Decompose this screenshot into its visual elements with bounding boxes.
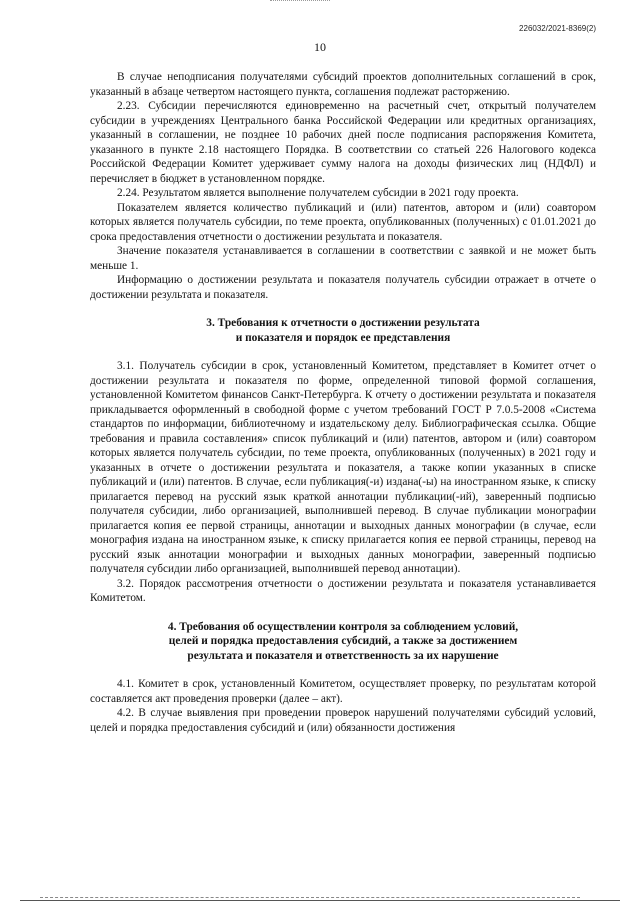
paragraph: Информацию о достижении результата и показателя получатель субсидии отражает в отчете о достижении результата и показателя. — [90, 274, 596, 301]
heading-line: 3. Требования к отчетности о достижении результата — [206, 317, 480, 329]
paragraph-3-2: 3.2. Порядок рассмотрения отчетности о достижении результата и показателя устанавливается Комитетом. — [90, 577, 596, 604]
scan-bottom-edge — [20, 900, 620, 901]
paragraph-2-24: 2.24. Результатом является выполнение получателем субсидии в 2021 году проекта. — [117, 187, 519, 199]
heading-line: результата и показателя и ответственность за их нарушение — [187, 649, 499, 662]
paragraph-4-1: 4.1. Комитет в срок, установленный Комитетом, осуществляет проверку, по результатам которой составляется акт проведения проверки (далее – акт). — [90, 678, 596, 705]
paragraph: Показателем является количество публикаций и (или) патентов, автором и (или) соавтором которых является получатель субсидии, по теме проекта, опубликованных (полученных) с 01.01.2021 до срока предоставления отчетности о достижении результата и показателя. — [90, 201, 596, 243]
heading-line: и показателя и порядок ее представления — [235, 331, 451, 344]
page-number: 10 — [314, 40, 326, 54]
section-4-heading — [90, 620, 596, 664]
paragraph: Значение показателя устанавливается в соглашении в соответствии с заявкой и не может быть меньше 1. — [90, 245, 596, 272]
section-3-heading — [90, 316, 596, 345]
document-body — [90, 70, 596, 735]
scan-bottom-dashes — [40, 897, 580, 898]
paragraph-2-23: 2.23. Субсидии перечисляются единовременно на расчетный счет, открытый получателем субсидии в учреждениях Центрального банка Российской Федерации или кредитных организациях, указанный в соглашении, не позднее 10 рабочих дней после подписания распоряжения Комитета, указанного в пункте 2.18 настоящего Порядка. В соответствии со статьей 226 Налогового кодекса Российской Федерации Комитет удерживает сумму налога на доходы физических лиц (НДФЛ) и перечисляет в бюджет в установленном порядке. — [90, 100, 596, 185]
paragraph-4-2: 4.2. В случае выявления при проведении проверок нарушений получателями субсидий условий, целей и порядка предоставления субсидий и (или) обязанности достижения — [90, 707, 596, 734]
document-id: 226032/2021-8369(2) — [519, 24, 596, 33]
heading-line: целей и порядка предоставления субсидий, а также за достижением — [168, 635, 518, 647]
paragraph: В случае неподписания получателями субсидий проектов дополнительных соглашений в срок, указанный в абзаце четвертом настоящего пункта, соглашения подлежат расторжению. — [90, 71, 596, 98]
paragraph-3-1: 3.1. Получатель субсидии в срок, установленный Комитетом, представляет в Комитет отчет о достижении результата и показателя по форме, определенной типовой формой соглашения, установленной Комитетом финансов Санкт-Петербурга. К отчету о достижении результата и показателя прикладывается оформленный в свободной форме с учетом требований ГОСТ Р 7.0.5-2008 «Система стандартов по информации, библиотечному и издательскому делу. Библиографическая ссылка. Общие требования и правила составления» список публикаций и (или) патентов, автором и (или) соавтором которых является получатель субсидии, по теме проекта, опубликованных (полученных) в 2021 году и указанных в отчете о достижении результата и показателя, а также копии указанных в списке публикаций и (или) патентов. В случае, если публикация(-и) издана(-ы) на иностранном языке, к списку прилагается перевод на русский язык краткой аннотации публикации(-ий), заверенный подписью получателя субсидии, либо организацией, выполнившей перевод. В случае публикации монографии прилагается копия ее первой страницы, аннотации и выходных данных монографии (в случае, если монография издана на иностранном языке, к списку прилагается копия ее первой страницы, перевод на русский язык аннотации монографии и выходных данных монографии, заверенный подписью получателя субсидии либо организацией, выполнившей перевод аннотации). — [90, 360, 596, 575]
heading-line: 4. Требования об осуществлении контроля за соблюдением условий, — [167, 620, 519, 633]
scan-top-marks — [270, 0, 330, 5]
